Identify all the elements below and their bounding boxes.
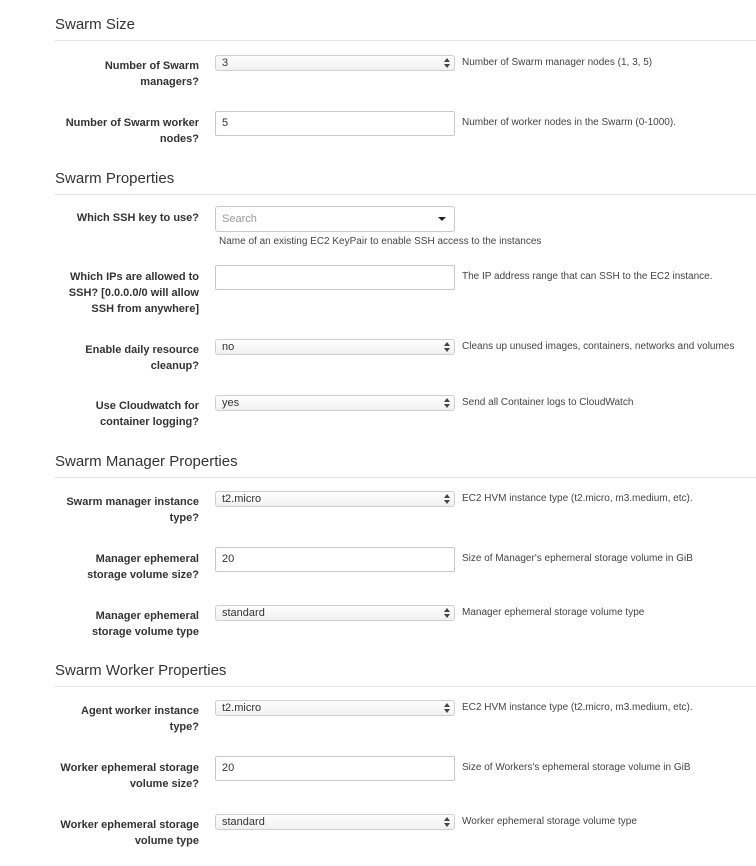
select-value: 3 — [222, 57, 229, 69]
select-value: yes — [222, 397, 240, 409]
cleanup-select[interactable] — [215, 339, 455, 355]
cloudwatch-select[interactable] — [215, 395, 455, 411]
field-label: Manager ephemeral storage volume type — [92, 610, 199, 638]
field-label: Agent worker instance type? — [81, 705, 199, 733]
section-title: Swarm Manager Properties — [55, 453, 238, 470]
workers-input[interactable]: 5 — [215, 111, 455, 136]
field-label: Use Cloudwatch for container logging? — [95, 400, 199, 428]
select-arrows-icon — [444, 493, 451, 505]
field-help: Name of an existing EC2 KeyPair to enable SSH access to the instances — [219, 236, 542, 247]
field-label: Which SSH key to use? — [76, 212, 199, 224]
select-value: t2.micro — [222, 702, 262, 714]
field-help: Size of Workers's ephemeral storage volume in GiB — [462, 762, 691, 773]
select-arrows-icon — [444, 816, 451, 828]
select-value: no — [222, 341, 235, 353]
worker-disk-size-input[interactable]: 20 — [215, 756, 455, 781]
manager-disk-size-input[interactable]: 20 — [215, 547, 455, 572]
field-label: Worker ephemeral storage volume type — [60, 819, 199, 847]
section-divider — [55, 194, 756, 195]
worker-disk-type-select[interactable] — [215, 814, 455, 830]
field-help: Worker ephemeral storage volume type — [462, 816, 637, 827]
select-arrows-icon — [444, 57, 451, 69]
section-title: Swarm Worker Properties — [55, 662, 227, 679]
field-label: Number of Swarm worker nodes? — [65, 117, 199, 145]
section-divider — [55, 477, 756, 478]
managers-select[interactable] — [215, 55, 455, 71]
field-help: Cleans up unused images, containers, networks and volumes — [462, 341, 735, 352]
ssh-ips-input[interactable] — [215, 265, 455, 290]
select-arrows-icon — [444, 397, 451, 409]
section-divider — [55, 40, 756, 41]
ssh-key-search-select[interactable] — [215, 206, 455, 232]
manager-instance-select[interactable] — [215, 491, 455, 507]
field-help: The IP address range that can SSH to the EC2 instance. — [462, 271, 713, 282]
section-title: Swarm Size — [55, 16, 136, 33]
manager-disk-type-select[interactable] — [215, 605, 455, 621]
field-label: Worker ephemeral storage volume size? — [60, 762, 199, 790]
select-value: standard — [222, 607, 265, 619]
field-help: EC2 HVM instance type (t2.micro, m3.medium, etc). — [462, 493, 693, 504]
field-help: Manager ephemeral storage volume type — [462, 607, 645, 618]
select-arrows-icon — [444, 702, 451, 714]
section-divider — [55, 686, 756, 687]
field-label: Swarm manager instance type? — [66, 496, 199, 524]
field-help: Send all Container logs to CloudWatch — [462, 397, 634, 408]
select-arrows-icon — [444, 341, 451, 353]
field-label: Number of Swarm managers? — [104, 60, 199, 88]
field-help: EC2 HVM instance type (t2.micro, m3.medium, etc). — [462, 702, 693, 713]
field-label: Which IPs are allowed to SSH? [0.0.0.0/0 will allow SSH from anywhere] — [68, 271, 199, 315]
section-title: Swarm Properties — [55, 170, 175, 187]
field-help: Size of Manager's ephemeral storage volume in GiB — [462, 553, 693, 564]
select-value: standard — [222, 816, 265, 828]
search-placeholder: Search — [222, 213, 257, 225]
field-label: Enable daily resource cleanup? — [85, 344, 199, 372]
caret-down-icon — [438, 217, 446, 221]
field-label: Manager ephemeral storage volume size? — [87, 553, 199, 581]
select-value: t2.micro — [222, 493, 262, 505]
worker-instance-select[interactable] — [215, 700, 455, 716]
select-arrows-icon — [444, 607, 451, 619]
field-help: Number of worker nodes in the Swarm (0-1000). — [462, 117, 676, 128]
field-help: Number of Swarm manager nodes (1, 3, 5) — [462, 57, 653, 68]
